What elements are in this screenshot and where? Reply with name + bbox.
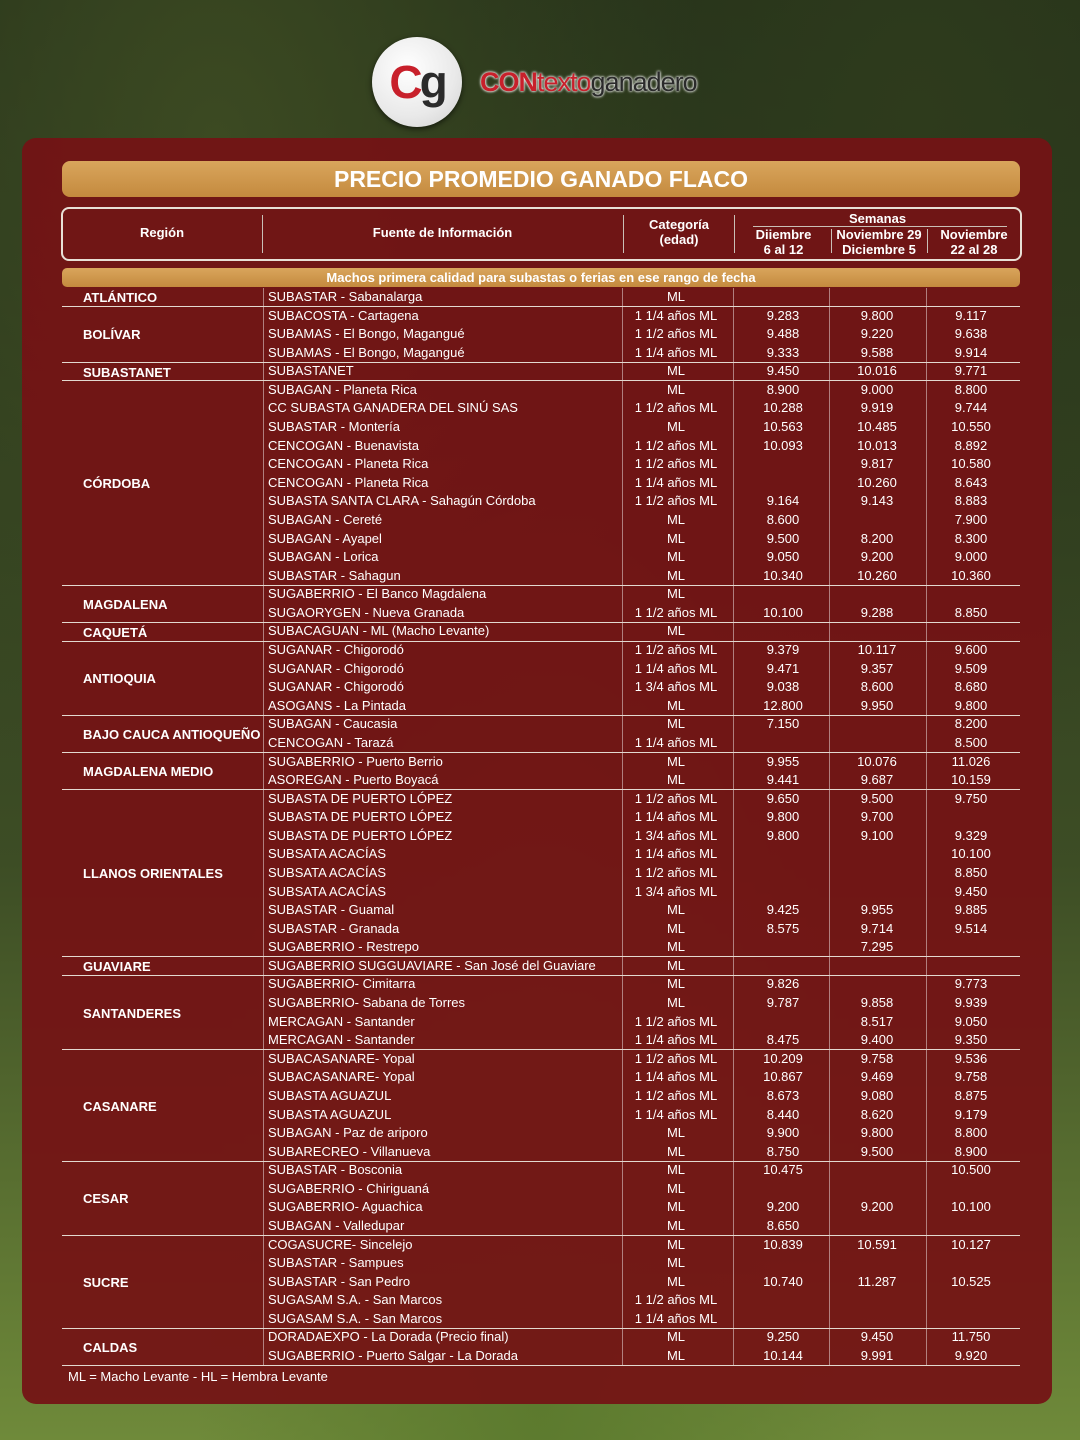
source-cell: SUBACOSTA - Cartagena <box>268 307 419 323</box>
price-cell: 10.740 <box>763 1273 803 1289</box>
price-cell: 9.536 <box>954 1050 988 1066</box>
region-label: ATLÁNTICO <box>83 290 158 306</box>
price-cell: 9.450 <box>860 1329 894 1345</box>
category-cell: ML <box>666 530 686 546</box>
category-cell: 1 1/2 años ML <box>634 1050 718 1066</box>
price-cell: 9.488 <box>766 326 800 342</box>
source-cell: SUBASTAR - Granada <box>268 920 400 936</box>
brand-name-part-3: ganadero <box>590 66 697 97</box>
group-separator <box>62 622 1020 623</box>
source-cell: SUBAGAN - Lorica <box>268 549 379 565</box>
price-cell: 9.500 <box>860 790 894 806</box>
price-cell: 11.750 <box>951 1329 991 1345</box>
price-cell: 9.379 <box>766 642 800 658</box>
category-cell: 1 1/2 años ML <box>634 864 718 880</box>
category-cell: ML <box>666 976 686 992</box>
price-cell: 9.687 <box>860 772 894 788</box>
price-cell: 9.450 <box>954 883 988 899</box>
category-cell: 1 1/4 años ML <box>634 1032 718 1048</box>
source-cell: SUBASTA DE PUERTO LÓPEZ <box>268 827 453 843</box>
source-cell: SUGABERRIO- Sabana de Torres <box>268 995 466 1011</box>
source-cell: SUBACASANARE- Yopal <box>268 1050 415 1066</box>
header-categoria-line1: Categoría <box>649 217 709 232</box>
category-cell: 1 1/2 años ML <box>634 604 718 620</box>
source-cell: SUBSATA ACACÍAS <box>268 846 387 862</box>
header-week-1 <box>735 227 832 257</box>
price-cell: 9.800 <box>954 697 988 713</box>
source-cell: ASOREGAN - Puerto Boyacá <box>268 772 439 788</box>
source-cell: CENCOGAN - Planeta Rica <box>268 474 429 490</box>
price-cell: 8.900 <box>766 381 800 397</box>
source-cell: COGASUCRE- Sincelejo <box>268 1236 413 1252</box>
price-cell: 9.800 <box>860 307 894 323</box>
price-cell: 9.800 <box>766 827 800 843</box>
price-cell: 8.900 <box>954 1143 988 1159</box>
category-cell: 1 1/2 años ML <box>634 326 718 342</box>
price-cell: 10.580 <box>951 456 991 472</box>
source-cell: SUGANAR - Chigorodó <box>268 642 404 658</box>
price-cell: 9.329 <box>954 827 988 843</box>
price-cell: 8.575 <box>766 920 800 936</box>
price-cell: 8.892 <box>954 437 988 453</box>
price-cell: 9.758 <box>954 1069 988 1085</box>
price-cell: 9.450 <box>766 363 800 379</box>
page-title: PRECIO PROMEDIO GANADO FLACO <box>62 161 1020 197</box>
source-cell: SUBASTAR - San Pedro <box>268 1273 411 1289</box>
price-cell: 10.127 <box>951 1236 991 1252</box>
category-cell: 1 1/2 años ML <box>634 1292 718 1308</box>
price-cell: 9.817 <box>860 456 894 472</box>
price-cell: 9.200 <box>766 1199 800 1215</box>
price-cell: 9.050 <box>766 549 800 565</box>
category-cell: 1 1/4 años ML <box>634 734 718 750</box>
price-cell: 10.016 <box>857 363 897 379</box>
category-cell: 1 3/4 años ML <box>634 827 718 843</box>
header-week-1-line2: 6 al 12 <box>763 242 804 257</box>
price-cell: 10.260 <box>857 474 897 490</box>
price-cell: 9.600 <box>954 642 988 658</box>
price-cell: 8.673 <box>766 1087 800 1103</box>
logo-letter-c: C <box>389 56 420 108</box>
price-cell: 10.093 <box>763 437 803 453</box>
price-cell: 9.920 <box>954 1348 988 1364</box>
category-cell: ML <box>666 1255 686 1271</box>
category-cell: ML <box>666 1125 686 1141</box>
category-cell: ML <box>666 957 686 973</box>
source-cell: CENCOGAN - Planeta Rica <box>268 456 429 472</box>
category-cell: ML <box>666 1348 686 1364</box>
category-cell: ML <box>666 902 686 918</box>
price-cell: 9.333 <box>766 344 800 360</box>
source-cell: SUGANAR - Chigorodó <box>268 660 404 676</box>
price-cell: 9.469 <box>860 1069 894 1085</box>
price-cell: 10.500 <box>951 1162 991 1178</box>
category-cell: ML <box>666 549 686 565</box>
price-cell: 7.150 <box>766 716 800 732</box>
price-cell: 8.600 <box>766 511 800 527</box>
category-cell: 1 1/4 años ML <box>634 307 718 323</box>
source-cell: SUGABERRIO- Aguachica <box>268 1199 423 1215</box>
price-cell: 10.013 <box>857 437 897 453</box>
price-cell: 10.100 <box>763 604 803 620</box>
source-cell: DORADAEXPO - La Dorada (Precio final) <box>268 1329 509 1345</box>
category-cell: ML <box>666 1143 686 1159</box>
price-cell: 10.839 <box>763 1236 803 1252</box>
source-cell: SUBSATA ACACÍAS <box>268 883 387 899</box>
price-cell: 10.525 <box>951 1273 991 1289</box>
price-cell: 10.100 <box>951 1199 991 1215</box>
category-cell: ML <box>666 586 686 602</box>
region-label: ANTIOQUIA <box>83 671 156 687</box>
price-cell: 8.600 <box>860 679 894 695</box>
source-cell: SUBASTA SANTA CLARA - Sahagún Córdoba <box>268 493 536 509</box>
price-cell: 10.159 <box>951 772 991 788</box>
category-cell: ML <box>666 1329 686 1345</box>
source-cell: SUBAGAN - Caucasia <box>268 716 398 732</box>
category-cell: 1 1/2 años ML <box>634 493 718 509</box>
region-label: CALDAS <box>83 1340 138 1356</box>
source-cell: SUGASAM S.A. - San Marcos <box>268 1310 443 1326</box>
column-divider <box>263 288 264 1366</box>
category-cell: 1 1/4 años ML <box>634 344 718 360</box>
region-label: GUAVIARE <box>83 959 151 975</box>
price-cell: 9.250 <box>766 1329 800 1345</box>
price-cell: 9.771 <box>954 363 988 379</box>
column-divider <box>622 288 623 1366</box>
source-cell: SUGANAR - Chigorodó <box>268 679 404 695</box>
price-cell: 10.867 <box>763 1069 803 1085</box>
category-cell: ML <box>666 1218 686 1233</box>
source-cell: SUBACASANARE- Yopal <box>268 1069 415 1085</box>
price-cell: 9.955 <box>766 753 800 769</box>
header-week-1-line1: Diiembre <box>755 227 812 242</box>
price-cell: 9.900 <box>766 1125 800 1141</box>
category-cell: ML <box>666 920 686 936</box>
source-cell: SUBASTAR - Montería <box>268 419 400 435</box>
brand-name-part-2: texto <box>537 66 591 97</box>
source-cell: SUBASTAR - Guamal <box>268 902 395 918</box>
source-cell: SUBAGAN - Cereté <box>268 511 383 527</box>
source-cell: SUBASTA AGUAZUL <box>268 1087 392 1103</box>
category-cell: 1 1/2 años ML <box>634 790 718 806</box>
group-separator <box>62 715 1020 716</box>
source-cell: SUBASTA AGUAZUL <box>268 1106 392 1122</box>
source-cell: SUBASTAR - Sampues <box>268 1255 404 1271</box>
price-cell: 9.914 <box>954 344 988 360</box>
price-cell: 9.038 <box>766 679 800 695</box>
price-cell: 12.800 <box>763 697 803 713</box>
price-cell: 8.500 <box>954 734 988 750</box>
header-region: Región <box>139 225 185 240</box>
price-cell: 9.714 <box>860 920 894 936</box>
price-cell: 9.991 <box>860 1348 894 1364</box>
price-cell: 10.340 <box>763 567 803 583</box>
header-week-2-line1: Noviembre 29 <box>836 227 922 242</box>
category-cell: 1 3/4 años ML <box>634 679 718 695</box>
price-cell: 11.287 <box>857 1273 897 1289</box>
category-cell: ML <box>666 1199 686 1215</box>
logo-badge <box>372 37 462 127</box>
price-cell: 9.744 <box>954 400 988 416</box>
category-cell: 1 1/4 años ML <box>634 660 718 676</box>
source-cell: SUBASTAR - Bosconia <box>268 1162 403 1178</box>
price-cell: 7.900 <box>954 511 988 527</box>
source-cell: SUBASTANET <box>268 363 354 379</box>
category-cell: 1 1/4 años ML <box>634 809 718 825</box>
price-cell: 9.080 <box>860 1087 894 1103</box>
source-cell: SUBAGAN - Paz de ariporo <box>268 1125 428 1141</box>
price-cell: 9.471 <box>766 660 800 676</box>
region-label: CASANARE <box>83 1098 157 1114</box>
region-label: BAJO CAUCA ANTIOQUEÑO <box>83 726 261 742</box>
price-cell: 8.300 <box>954 530 988 546</box>
price-cell: 8.650 <box>766 1218 800 1233</box>
price-cell: 8.200 <box>954 716 988 732</box>
category-cell: 1 1/4 años ML <box>634 474 718 490</box>
price-cell: 9.179 <box>954 1106 988 1122</box>
category-cell: 1 1/4 años ML <box>634 1106 718 1122</box>
region-label: CÓRDOBA <box>83 476 151 492</box>
category-cell: 1 1/2 años ML <box>634 400 718 416</box>
region-label: SUCRE <box>83 1275 129 1291</box>
source-cell: SUBSATA ACACÍAS <box>268 864 387 880</box>
source-cell: CC SUBASTA GANADERA DEL SINÚ SAS <box>268 400 518 416</box>
price-cell: 8.750 <box>766 1143 800 1159</box>
price-cell: 8.475 <box>766 1032 800 1048</box>
header-categoria-line2: (edad) <box>659 232 699 247</box>
source-cell: MERCAGAN - Santander <box>268 1032 415 1048</box>
price-cell: 8.517 <box>860 1013 894 1029</box>
price-cell: 9.800 <box>766 809 800 825</box>
logo-letter-g: g <box>419 56 445 108</box>
price-cell: 9.773 <box>954 976 988 992</box>
category-cell: 1 1/4 años ML <box>634 1310 718 1326</box>
price-cell: 10.117 <box>857 642 897 658</box>
category-cell: ML <box>666 511 686 527</box>
region-label: LLANOS ORIENTALES <box>83 866 223 882</box>
price-cell: 9.100 <box>860 827 894 843</box>
source-cell: CENCOGAN - Buenavista <box>268 437 419 453</box>
table-header <box>61 207 1022 261</box>
price-cell: 9.350 <box>954 1032 988 1048</box>
price-cell: 8.680 <box>954 679 988 695</box>
source-cell: SUBASTA DE PUERTO LÓPEZ <box>268 809 453 825</box>
price-cell: 9.283 <box>766 307 800 323</box>
price-cell: 11.026 <box>951 753 991 769</box>
source-cell: SUGABERRIO SUGGUAVIARE - San José del Guaviare <box>268 957 596 973</box>
category-cell: ML <box>666 995 686 1011</box>
price-cell: 9.400 <box>860 1032 894 1048</box>
source-cell: ASOGANS - La Pintada <box>268 697 407 713</box>
price-cell: 10.144 <box>763 1348 803 1364</box>
price-cell: 9.500 <box>766 530 800 546</box>
header-categoria <box>624 217 734 247</box>
price-cell: 9.787 <box>766 995 800 1011</box>
category-cell: 1 1/2 años ML <box>634 437 718 453</box>
source-cell: SUGABERRIO- Cimitarra <box>268 976 416 992</box>
source-cell: SUGABERRIO - Puerto Berrio <box>268 753 443 769</box>
price-cell: 9.858 <box>860 995 894 1011</box>
source-cell: SUGABERRIO - El Banco Magdalena <box>268 586 487 602</box>
price-cell: 10.563 <box>763 419 803 435</box>
category-cell: 1 1/4 años ML <box>634 1069 718 1085</box>
source-cell: SUBASTAR - Sabanalarga <box>268 289 423 304</box>
source-cell: SUGABERRIO - Restrepo <box>268 939 419 955</box>
price-cell: 9.143 <box>860 493 894 509</box>
header-week-3 <box>928 227 1020 257</box>
category-cell: 1 1/4 años ML <box>634 846 718 862</box>
category-cell: ML <box>666 363 686 379</box>
brand-name <box>480 67 697 98</box>
price-cell: 9.425 <box>766 902 800 918</box>
region-label: MAGDALENA MEDIO <box>83 764 214 780</box>
price-cell: 9.800 <box>860 1125 894 1141</box>
price-cell: 9.500 <box>860 1143 894 1159</box>
header-week-3-line2: 22 al 28 <box>950 242 998 257</box>
price-cell: 8.800 <box>954 381 988 397</box>
price-cell: 9.000 <box>860 381 894 397</box>
source-cell: SUGABERRIO - Puerto Salgar - La Dorada <box>268 1348 518 1364</box>
group-separator <box>62 585 1020 586</box>
source-cell: SUBAGAN - Valledupar <box>268 1218 405 1233</box>
price-cell: 9.750 <box>954 790 988 806</box>
category-cell: ML <box>666 697 686 713</box>
category-cell: 1 3/4 años ML <box>634 883 718 899</box>
source-cell: SUBARECREO - Villanueva <box>268 1143 431 1159</box>
source-cell: SUBAGAN - Ayapel <box>268 530 382 546</box>
price-cell: 9.939 <box>954 995 988 1011</box>
region-label: BOLÍVAR <box>83 327 141 343</box>
price-cell: 7.295 <box>860 939 894 955</box>
category-cell: 1 1/2 años ML <box>634 1013 718 1029</box>
category-cell: 1 1/2 años ML <box>634 642 718 658</box>
category-cell: ML <box>666 419 686 435</box>
header-semanas: Semanas <box>848 211 907 226</box>
price-cell: 10.591 <box>857 1236 897 1252</box>
category-cell: ML <box>666 939 686 955</box>
price-cell: 9.919 <box>860 400 894 416</box>
price-cell: 8.643 <box>954 474 988 490</box>
price-cell: 9.050 <box>954 1013 988 1029</box>
category-cell: ML <box>666 623 686 639</box>
group-separator <box>62 1365 1020 1366</box>
price-cell: 10.550 <box>951 419 991 435</box>
source-cell: SUBASTA DE PUERTO LÓPEZ <box>268 790 453 806</box>
source-cell: SUGABERRIO - Chiriguaná <box>268 1180 430 1196</box>
price-cell: 8.850 <box>954 864 988 880</box>
price-cell: 10.485 <box>857 419 897 435</box>
region-label: CESAR <box>83 1191 129 1207</box>
region-label: SUBASTANET <box>83 364 171 380</box>
source-cell: SUBACAGUAN - ML (Macho Levante) <box>268 623 490 639</box>
region-label: CAQUETÁ <box>83 624 148 640</box>
header-week-3-line1: Noviembre <box>940 227 1008 242</box>
source-cell: SUBAMAS - El Bongo, Magangué <box>268 344 465 360</box>
price-cell: 8.800 <box>954 1125 988 1141</box>
region-label: MAGDALENA <box>83 596 168 612</box>
price-cell: 9.164 <box>766 493 800 509</box>
legend-note: ML = Macho Levante - HL = Hembra Levante <box>68 1369 328 1384</box>
source-cell: SUBAGAN - Planeta Rica <box>268 381 417 397</box>
region-label: SANTANDERES <box>83 1005 181 1021</box>
price-cell: 10.076 <box>857 753 897 769</box>
price-cell: 8.883 <box>954 493 988 509</box>
header-week-2-line2: Diciembre 5 <box>842 242 916 257</box>
brand-name-part-1: CON <box>480 66 537 97</box>
brand-logo <box>372 36 697 128</box>
price-cell: 9.509 <box>954 660 988 676</box>
source-cell: SUGAORYGEN - Nueva Granada <box>268 604 465 620</box>
price-cell: 10.288 <box>763 400 803 416</box>
price-cell: 9.955 <box>860 902 894 918</box>
price-cell: 9.588 <box>860 344 894 360</box>
group-separator <box>62 1161 1020 1162</box>
category-cell: ML <box>666 1162 686 1178</box>
price-cell: 8.200 <box>860 530 894 546</box>
group-separator <box>62 975 1020 976</box>
header-week-2 <box>832 227 926 257</box>
category-cell: ML <box>666 716 686 732</box>
source-cell: SUGASAM S.A. - San Marcos <box>268 1292 443 1308</box>
price-cell: 9.950 <box>860 697 894 713</box>
price-cell: 8.875 <box>954 1087 988 1103</box>
category-cell: ML <box>666 772 686 788</box>
category-cell: 1 1/2 años ML <box>634 1087 718 1103</box>
price-cell: 10.209 <box>763 1050 803 1066</box>
price-cell: 10.260 <box>857 567 897 583</box>
category-cell: ML <box>666 381 686 397</box>
price-cell: 9.885 <box>954 902 988 918</box>
price-cell: 10.360 <box>951 567 991 583</box>
source-cell: SUBASTAR - Sahagun <box>268 567 401 583</box>
category-cell: ML <box>666 1180 686 1196</box>
price-cell: 9.000 <box>954 549 988 565</box>
price-cell: 10.100 <box>951 846 991 862</box>
category-cell: ML <box>666 289 686 304</box>
section-subtitle: Machos primera calidad para subastas o ferias en ese rango de fecha <box>62 268 1020 287</box>
price-cell: 9.700 <box>860 809 894 825</box>
source-cell: CENCOGAN - Tarazá <box>268 734 394 750</box>
price-cell: 9.826 <box>766 976 800 992</box>
price-cell: 9.117 <box>955 307 987 323</box>
header-fuente: Fuente de Información <box>372 225 513 240</box>
category-cell: ML <box>666 567 686 583</box>
price-cell: 9.514 <box>954 920 988 936</box>
category-cell: ML <box>666 1236 686 1252</box>
price-cell: 8.620 <box>860 1106 894 1122</box>
price-cell: 9.200 <box>860 549 894 565</box>
source-cell: SUBAMAS - El Bongo, Magangué <box>268 326 465 342</box>
price-cell: 10.475 <box>763 1162 803 1178</box>
category-cell: ML <box>666 1273 686 1289</box>
price-cell: 9.441 <box>766 772 800 788</box>
source-cell: MERCAGAN - Santander <box>268 1013 415 1029</box>
price-cell: 9.288 <box>860 604 894 620</box>
price-cell: 8.440 <box>766 1106 800 1122</box>
price-cell: 8.850 <box>954 604 988 620</box>
price-cell: 9.200 <box>860 1199 894 1215</box>
price-cell: 9.357 <box>860 660 894 676</box>
category-cell: ML <box>666 753 686 769</box>
category-cell: 1 1/2 años ML <box>634 456 718 472</box>
price-cell: 9.650 <box>766 790 800 806</box>
price-cell: 9.638 <box>954 326 988 342</box>
price-cell: 9.220 <box>860 326 894 342</box>
price-cell: 9.758 <box>860 1050 894 1066</box>
